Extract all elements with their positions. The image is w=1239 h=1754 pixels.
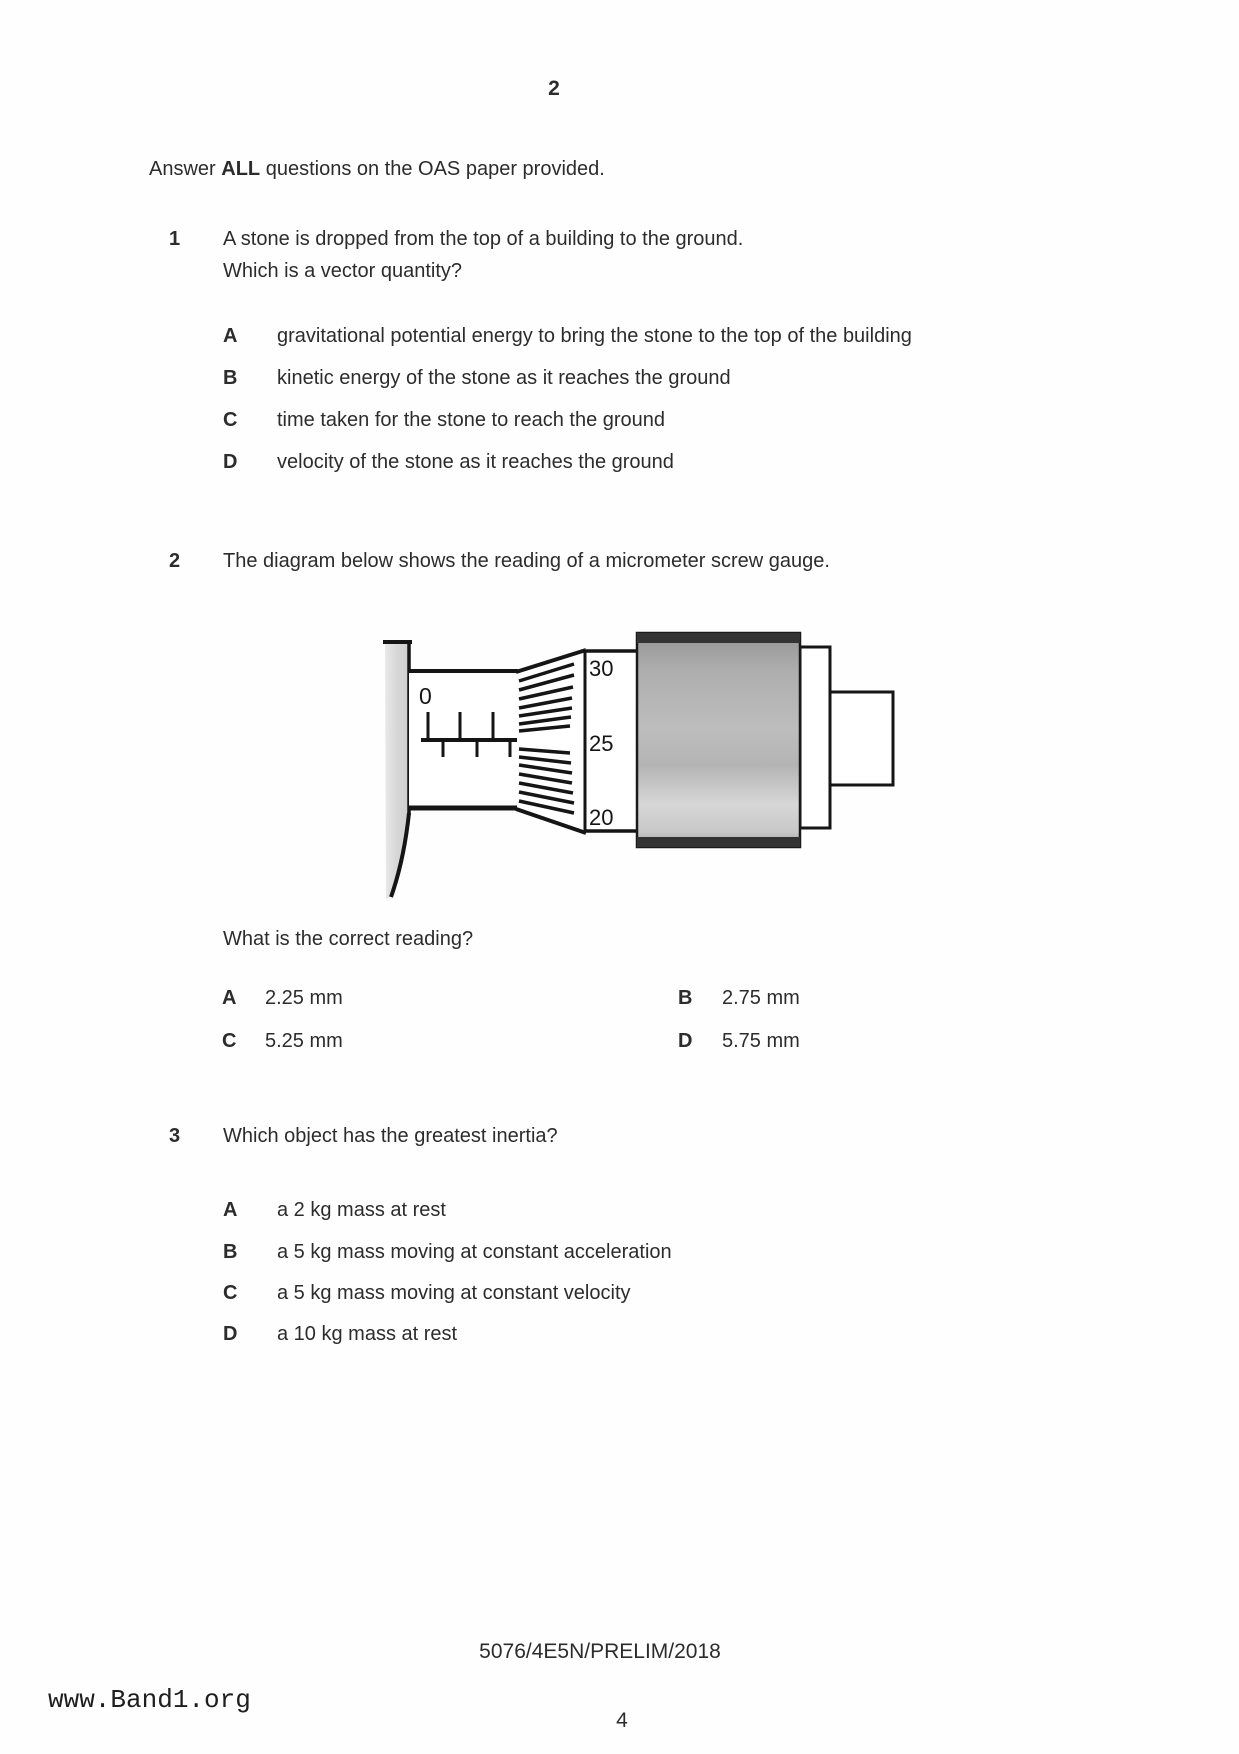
q1-option-letter: A bbox=[223, 325, 238, 347]
q2-option-text: 2.75 mm bbox=[722, 987, 800, 1009]
q3-option-letter: A bbox=[223, 1199, 238, 1221]
instruction-bold: ALL bbox=[221, 158, 261, 180]
q2-number: 2 bbox=[169, 550, 181, 572]
footer-paper-code: 5076/4E5N/PRELIM/2018 bbox=[479, 1640, 721, 1663]
q2-option-text: 5.75 mm bbox=[722, 1030, 800, 1052]
q3-option-text: a 2 kg mass at rest bbox=[277, 1199, 446, 1221]
q1-option-text: velocity of the stone as it reaches the ground bbox=[277, 451, 674, 473]
frame bbox=[383, 642, 412, 899]
q3-text-line1: Which object has the greatest inertia? bbox=[223, 1125, 558, 1147]
thimble-body bbox=[637, 633, 800, 847]
q3-option-text: a 5 kg mass moving at constant acceleration bbox=[277, 1241, 672, 1263]
q3-option-text: a 10 kg mass at rest bbox=[277, 1323, 458, 1345]
q1-option-letter: D bbox=[223, 451, 238, 473]
thimble-scale bbox=[585, 649, 638, 832]
q3-number: 3 bbox=[169, 1125, 181, 1147]
q3-option-letter: B bbox=[223, 1241, 238, 1263]
ratchet bbox=[800, 647, 893, 828]
instruction-prefix: Answer bbox=[149, 158, 222, 180]
instruction-line bbox=[149, 157, 605, 182]
page-number-bottom: 4 bbox=[616, 1709, 628, 1732]
thimble-label-25: 25 bbox=[589, 731, 614, 756]
q2-option-letter: A bbox=[222, 987, 237, 1009]
q1-option-text: kinetic energy of the stone as it reaches the ground bbox=[277, 367, 731, 389]
q3-option-letter: D bbox=[223, 1323, 238, 1345]
q2-option-text: 2.25 mm bbox=[265, 987, 343, 1009]
q1-option-text: time taken for the stone to reach the ground bbox=[277, 409, 666, 431]
q2-option-letter: D bbox=[678, 1030, 693, 1052]
watermark-url: www.Band1.org bbox=[48, 1685, 251, 1715]
q3-option-text: a 5 kg mass moving at constant velocity bbox=[277, 1282, 631, 1304]
thimble-bevel bbox=[516, 650, 586, 833]
q2-option-letter: B bbox=[678, 987, 693, 1009]
thimble-label-20: 20 bbox=[589, 805, 614, 830]
page-number-top: 2 bbox=[548, 77, 560, 100]
q2-sub-question: What is the correct reading? bbox=[223, 928, 474, 950]
main-scale-zero-label: 0 bbox=[419, 683, 432, 709]
q1-text-line1: A stone is dropped from the top of a building to the ground. bbox=[223, 228, 744, 250]
q1-number: 1 bbox=[169, 228, 181, 250]
q2-option-letter: C bbox=[222, 1030, 237, 1052]
q3-option-letter: C bbox=[223, 1282, 238, 1304]
q2-option-text: 5.25 mm bbox=[265, 1030, 343, 1052]
thimble-label-30: 30 bbox=[589, 656, 614, 681]
q1-text-line2: Which is a vector quantity? bbox=[223, 260, 462, 282]
q1-option-text: gravitational potential energy to bring the stone to the top of the building bbox=[277, 325, 912, 347]
micrometer-diagram bbox=[355, 620, 900, 910]
instruction-suffix: questions on the OAS paper provided. bbox=[260, 158, 605, 180]
q2-text-line1: The diagram below shows the reading of a micrometer screw gauge. bbox=[223, 550, 830, 572]
q1-option-letter: B bbox=[223, 367, 238, 389]
q1-option-letter: C bbox=[223, 409, 238, 431]
